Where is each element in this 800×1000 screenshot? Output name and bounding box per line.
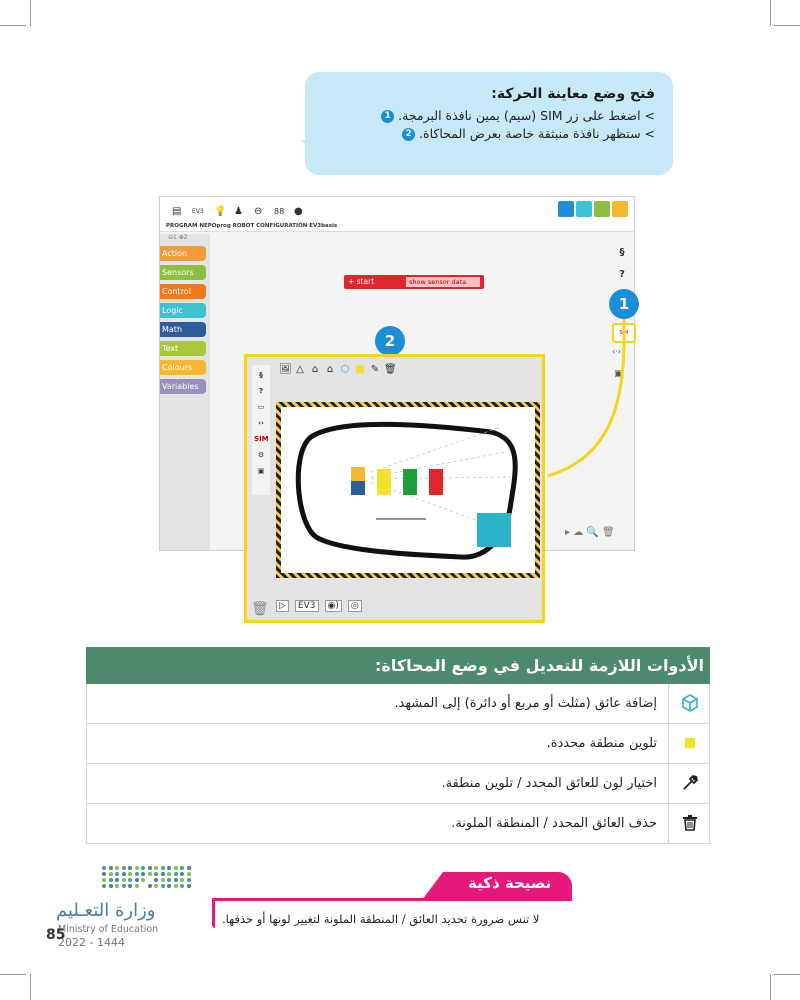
sim-tool-trash-icon[interactable]: 🗑 (384, 364, 397, 375)
sim-tool-cube-icon[interactable]: ⬡ (340, 364, 350, 375)
logo-dot (161, 866, 165, 870)
category-action[interactable]: Action (160, 246, 206, 261)
logo-dot (128, 884, 132, 888)
logo-dot (122, 884, 126, 888)
sim-side-button[interactable]: SIM (254, 435, 269, 443)
category-variables[interactable]: Variables (160, 379, 206, 394)
logo-dot (109, 872, 113, 876)
callout-step-2: > ستظهر نافذة منبثقة خاصة بعرض المحاكاة. 2 (317, 126, 655, 141)
logo-dot (102, 878, 106, 882)
ev3-icon[interactable]: EV3 (192, 208, 204, 215)
logo-dot (174, 872, 178, 876)
page-number: 85 (46, 927, 66, 943)
table-header: الأدوات اللازمة للتعديل في وضع المحاكاة: (86, 647, 710, 684)
logo-dot (167, 878, 171, 882)
category-tabs[interactable]: ⊖1 ⊕2 (168, 234, 188, 241)
logo-dot (180, 872, 184, 876)
yellow-block[interactable] (377, 469, 391, 495)
category-text[interactable]: Text (160, 341, 206, 356)
step-number-1: 1 (381, 110, 394, 123)
category-colours[interactable]: Colours (160, 360, 206, 375)
grid-icon[interactable]: 88 (274, 207, 285, 216)
logo-dot (180, 884, 184, 888)
eyedropper-icon (679, 773, 701, 795)
logo-dot (174, 866, 178, 870)
callout-step-1: > اضغط على زر SIM (سيم) يمين نافذة البرمجة. 1 (317, 108, 655, 123)
logo-dot (167, 866, 171, 870)
logo-dot (141, 878, 145, 882)
logo-dot (135, 884, 139, 888)
logo-dot (154, 884, 158, 888)
menu-icon[interactable]: ▤ (172, 206, 182, 217)
logo-dot (174, 884, 178, 888)
row-description: حذف العائق المحدد / المنطقة الملونة. (451, 816, 657, 831)
logo-dot (161, 878, 165, 882)
gallery-icon[interactable]: ⊖ (254, 206, 263, 217)
logo-dot (187, 872, 191, 876)
sim-sidebar (252, 365, 270, 495)
logo-dot (141, 866, 145, 870)
column-divider (668, 724, 669, 763)
sim-side-button[interactable]: ? (258, 387, 264, 395)
row-description: اختيار لون للعائق المحدد / تلوين منطقة. (441, 776, 657, 791)
start-block[interactable]: + start show sensor data (344, 275, 484, 289)
help-button[interactable]: ? (619, 269, 625, 280)
table-row (86, 804, 710, 844)
logo-dot (122, 872, 126, 876)
globe-icon[interactable]: ● (294, 206, 303, 217)
show-sensor-data-block: show sensor data (406, 277, 480, 287)
logo-dot (115, 872, 119, 876)
logo-dot (148, 866, 152, 870)
sim-tool-triangle-icon[interactable]: △ (296, 364, 304, 375)
logo-dot (187, 866, 191, 870)
nav-arrows-icon[interactable]: ‹·› (612, 347, 621, 356)
sim-tool-image-icon[interactable]: 🖼 (279, 364, 292, 375)
logo-dot (128, 872, 132, 876)
robot-wheel (351, 481, 365, 495)
logo-dot (109, 884, 113, 888)
logo-dot (154, 872, 158, 876)
table-row (86, 684, 710, 724)
sim-side-button[interactable]: ▣ (257, 467, 265, 475)
logo-dot (115, 878, 119, 882)
green-block[interactable] (403, 469, 417, 495)
logo-dot (154, 878, 158, 882)
logo-dot (109, 866, 113, 870)
ministry-arabic: وزارة التعـليم (56, 900, 156, 921)
category-logic[interactable]: Logic (160, 303, 206, 318)
sim-button[interactable]: SIM (612, 323, 636, 343)
sim-control-button[interactable]: ◎ (348, 600, 362, 612)
year-label: 2022 - 1444 (58, 936, 125, 949)
code-view-button[interactable]: § (619, 247, 625, 258)
sim-control-button[interactable]: ◉) (325, 600, 342, 612)
logo-dot (161, 884, 165, 888)
logo-dot (115, 866, 119, 870)
sim-stage[interactable] (276, 402, 540, 578)
tip-title: نصيحة ذكية (468, 874, 552, 892)
ministry-english: Ministry of Education (58, 924, 159, 935)
row-description: تلوين منطقة محددة. (546, 736, 657, 751)
logo-dot (102, 872, 106, 876)
user-icon[interactable]: ♟ (234, 206, 243, 217)
logo-dot (141, 872, 145, 876)
logo-dot (148, 884, 152, 888)
sim-control-button[interactable]: EV3 (295, 600, 319, 612)
logo-dot (148, 872, 152, 876)
logo-dot (174, 878, 178, 882)
category-control[interactable]: Control (160, 284, 206, 299)
callout-title: فتح وضع معاينة الحركة: (491, 86, 655, 102)
cube-icon (679, 693, 701, 715)
bulb-icon[interactable]: 💡 (214, 206, 227, 217)
logo-dot (122, 878, 126, 882)
sim-toolbar (275, 357, 455, 379)
sim-bottom-bar (276, 600, 362, 612)
trash-icon[interactable]: 🗑 (251, 601, 269, 617)
red-block[interactable] (429, 469, 443, 495)
tip-text: لا تنس ضرورة تحديد العائق / المنطقة الملونة لتغيير لونها أو حذفها. (222, 912, 540, 926)
sim-tool-home-alt-icon[interactable]: ⌂ (326, 364, 334, 375)
logo-dot (115, 884, 119, 888)
logo-dot (167, 872, 171, 876)
marker-1: 1 (609, 289, 639, 319)
sim-tool-yellow-square-icon[interactable]: ■ (355, 364, 365, 375)
logo-dot (122, 866, 126, 870)
logo-dot (180, 866, 184, 870)
logo-dot (135, 878, 139, 882)
category-math[interactable]: Math (160, 322, 206, 337)
tools-table (86, 647, 710, 844)
logo-dot (109, 878, 113, 882)
table-row (86, 764, 710, 804)
yellow-square-icon (679, 733, 701, 755)
marker-2: 2 (375, 326, 405, 356)
logo-dot (154, 866, 158, 870)
sim-side-button[interactable]: § (259, 371, 263, 379)
logo-dot (180, 878, 184, 882)
tip-bar (212, 898, 572, 901)
zoom-controls[interactable]: ▸ ☁ 🔍 🗑 (565, 527, 615, 538)
sim-control-button[interactable]: ▷ (276, 600, 289, 612)
logo-dot (161, 872, 165, 876)
table-row (86, 724, 710, 764)
sim-side-button[interactable]: ⚙ (257, 451, 265, 459)
logo-dot (102, 866, 106, 870)
sim-tool-home-icon[interactable]: ⌂ (311, 364, 319, 375)
logo-dot (167, 884, 171, 888)
logo-dot (187, 878, 191, 882)
column-divider (668, 684, 669, 723)
cyan-obstacle[interactable] (477, 513, 511, 547)
sim-scene (281, 407, 535, 573)
trash-icon (679, 813, 701, 835)
robot-body[interactable] (351, 467, 365, 481)
category-sensors[interactable]: Sensors (160, 265, 206, 280)
sim-side-button[interactable]: ▭ (257, 403, 265, 411)
logo-dot (128, 866, 132, 870)
simulation-popup (244, 354, 545, 623)
logo-dot (135, 866, 139, 870)
logo-dot (135, 872, 139, 876)
tip-bar-corner (212, 898, 215, 928)
logo-dot (102, 884, 106, 888)
logo-dot (128, 878, 132, 882)
column-divider (668, 764, 669, 803)
column-divider (668, 804, 669, 843)
sim-tool-eyedropper-icon[interactable]: ✎ (370, 364, 380, 375)
logo-dot (187, 884, 191, 888)
program-tabs[interactable]: PROGRAM NEPOprog ROBOT CONFIGURATION EV3basis (166, 223, 338, 229)
step-number-2: 2 (402, 128, 415, 141)
row-description: إضافة عائق (مثلث أو مربع أو دائرة) إلى المشهد. (394, 696, 657, 711)
robot-icon[interactable]: ▣ (614, 369, 623, 379)
sim-side-button[interactable]: ‹› (258, 419, 264, 427)
ministry-logo (102, 866, 192, 892)
